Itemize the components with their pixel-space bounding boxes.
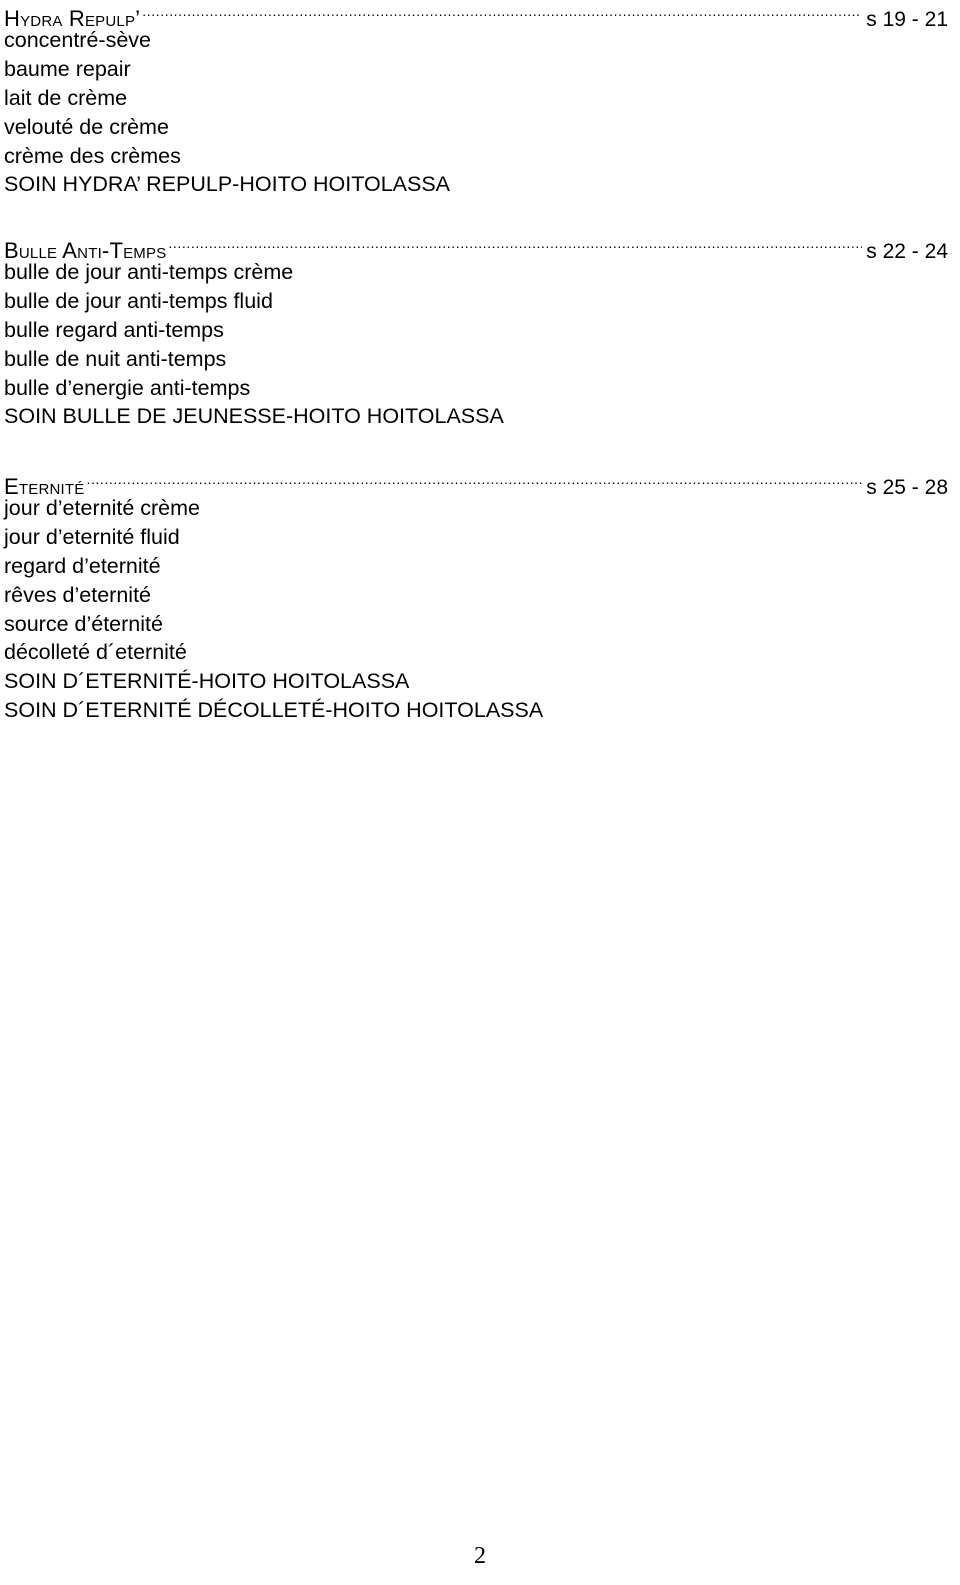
list-item: crème des crèmes bbox=[4, 143, 181, 168]
list-item: concentré-sève bbox=[4, 28, 151, 52]
list-item: SOIN D´ETERNITÉ DÉCOLLETÉ-HOITO HOITOLASSA bbox=[4, 698, 544, 723]
toc-section-eternite bbox=[4, 464, 948, 725]
list-item: source d’éternité bbox=[4, 611, 163, 636]
list-item: bulle de nuit anti-temps bbox=[4, 346, 227, 371]
dot-leader bbox=[142, 0, 862, 26]
list-item: jour d’eternité fluid bbox=[4, 524, 180, 549]
product-list bbox=[4, 26, 948, 199]
page-range: s 19 - 21 bbox=[866, 8, 948, 31]
toc-section-hydra-repulp bbox=[4, 0, 948, 199]
list-item: bulle de jour anti-temps crème bbox=[4, 260, 294, 284]
dot-leader bbox=[86, 464, 862, 494]
toc-section-bulle-anti-temps bbox=[4, 228, 948, 431]
toc-heading bbox=[4, 228, 948, 263]
list-item: bulle d’energie anti-temps bbox=[4, 375, 251, 400]
list-item: bulle regard anti-temps bbox=[4, 317, 224, 342]
page-number: 2 bbox=[474, 1543, 486, 1569]
list-item: SOIN BULLE DE JEUNESSE-HOITO HOITOLASSA bbox=[4, 404, 504, 429]
list-item: décolleté d´eternité bbox=[4, 640, 187, 665]
product-list bbox=[4, 494, 948, 725]
list-item: rêves d’eternité bbox=[4, 582, 151, 607]
product-list bbox=[4, 258, 948, 431]
list-item: regard d’eternité bbox=[4, 553, 161, 578]
list-item: lait de crème bbox=[4, 85, 128, 110]
section-title: Eternité bbox=[4, 474, 85, 499]
list-item: baume repair bbox=[4, 56, 131, 81]
list-item: SOIN HYDRA’ REPULP-HOITO HOITOLASSA bbox=[4, 172, 451, 197]
toc-heading bbox=[4, 0, 948, 31]
list-item: jour d’eternité crème bbox=[4, 496, 200, 520]
list-item: bulle de jour anti-temps fluid bbox=[4, 288, 273, 313]
list-item: velouté de crème bbox=[4, 114, 169, 139]
toc-heading bbox=[4, 464, 948, 499]
dot-leader bbox=[168, 228, 862, 258]
page-range: s 25 - 28 bbox=[866, 476, 948, 499]
section-title: Bulle Anti-Temps bbox=[4, 238, 167, 263]
page-range: s 22 - 24 bbox=[866, 240, 948, 263]
section-title: Hydra Repulp’ bbox=[4, 6, 141, 31]
list-item: SOIN D´ETERNITÉ-HOITO HOITOLASSA bbox=[4, 669, 410, 694]
